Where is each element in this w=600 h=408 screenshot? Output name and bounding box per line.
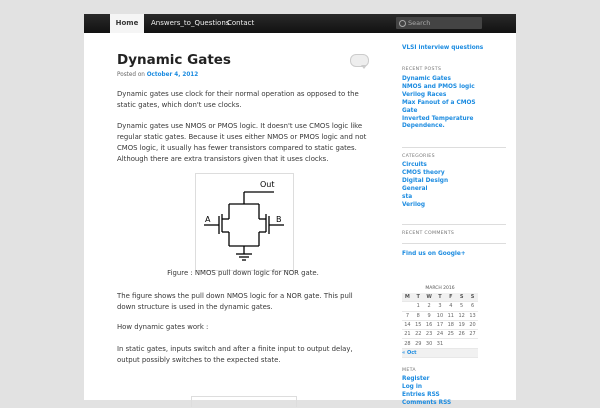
calendar-day: 12: [456, 311, 467, 320]
figure-b-label: B: [276, 215, 282, 224]
posted-prefix: Posted on: [117, 72, 145, 78]
calendar-day: 25: [445, 330, 456, 339]
calendar-day: 14: [402, 320, 413, 329]
figure-caption: Figure : NMOS pull down logic for NOR gate.: [167, 269, 319, 277]
category-link[interactable]: Verilog: [402, 201, 426, 208]
calendar-day: 30: [424, 339, 435, 348]
page-container: [84, 14, 516, 406]
vlsi-interview-link[interactable]: VLSI interview questions: [402, 45, 484, 51]
meta-entries-rss-link[interactable]: Entries RSS: [402, 391, 440, 398]
nav-contact[interactable]: Contact: [227, 19, 255, 27]
meta-heading: META: [402, 368, 416, 373]
calendar-day: [467, 339, 478, 348]
calendar-day: 3: [435, 302, 446, 311]
calendar-day: 23: [424, 330, 435, 339]
calendar-day: 4: [445, 302, 456, 311]
recent-posts-heading: RECENT POSTS: [402, 67, 442, 72]
recent-post-link[interactable]: NMOS and PMOS logic: [402, 83, 475, 90]
google-plus-link[interactable]: Find us on Google+: [402, 251, 466, 257]
post-date-link[interactable]: October 4, 2012: [146, 72, 199, 78]
calendar-day: 29: [413, 339, 424, 348]
calendar-day: 27: [467, 330, 478, 339]
calendar-day: 24: [435, 330, 446, 339]
calendar-day-header: T: [435, 293, 446, 302]
figure-a-label: A: [205, 215, 211, 224]
search-icon: [399, 20, 406, 27]
post-paragraph-4: How dynamic gates work :: [117, 323, 209, 331]
calendar-day: 22: [413, 330, 424, 339]
post-paragraph-1: Dynamic gates use clock for their normal operation as opposed to the static gates, which don't use clocks.: [117, 90, 359, 109]
top-nav-bar: [84, 14, 516, 33]
calendar-widget: [402, 285, 478, 358]
figure-out-label: Out: [260, 180, 275, 189]
calendar-day: 28: [402, 339, 413, 348]
calendar-day: 20: [467, 320, 478, 329]
calendar-caption: MARCH 2016: [425, 286, 455, 291]
calendar-day: 2: [424, 302, 435, 311]
post-meta: [117, 72, 198, 78]
calendar-day: 21: [402, 330, 413, 339]
comment-bubble-icon[interactable]: [350, 54, 369, 67]
calendar-day: 18: [445, 320, 456, 329]
meta-login-link[interactable]: Log in: [402, 383, 422, 390]
divider: [402, 147, 506, 148]
calendar-day: 19: [456, 320, 467, 329]
post-paragraph-3: The figure shows the pull down NMOS logic for a NOR gate. This pull down structure is used in the dynamic gates.: [117, 292, 353, 311]
figure-2-frame: [191, 396, 297, 407]
nav-home[interactable]: Home: [110, 14, 144, 33]
recent-post-link[interactable]: Max Fanout of a CMOS Gate: [402, 99, 476, 114]
meta-register-link[interactable]: Register: [402, 376, 430, 382]
search-input[interactable]: [396, 17, 482, 29]
calendar-day: 17: [435, 320, 446, 329]
nor-gate-figure: [195, 173, 294, 271]
calendar-day: [456, 339, 467, 348]
calendar-day: 1: [413, 302, 424, 311]
recent-comments-heading: RECENT COMMENTS: [402, 231, 455, 236]
calendar-day: 31: [435, 339, 446, 348]
category-link[interactable]: CMOS theory: [402, 169, 445, 176]
calendar-day: 26: [456, 330, 467, 339]
divider: [402, 243, 506, 244]
category-link[interactable]: Digital Design: [402, 177, 449, 184]
category-link[interactable]: General: [402, 185, 428, 192]
post-paragraph-2: Dynamic gates use NMOS or PMOS logic. It doesn't use CMOS logic like regular static gates. Because it uses either NMOS or PMOS logic and not CMOS logic, it usually has fewer transistors compared to static gates. Although there are extra transistors given that it uses clocks.: [117, 122, 367, 163]
recent-post-link[interactable]: Inverted Temperature Dependence.: [402, 115, 474, 130]
calendar-day: 7: [402, 311, 413, 320]
recent-posts-list: [402, 76, 486, 131]
calendar-day: 8: [413, 311, 424, 320]
calendar-day: 16: [424, 320, 435, 329]
calendar-day-header: S: [467, 293, 478, 302]
calendar-day: 6: [467, 302, 478, 311]
calendar-day-header: W: [424, 293, 435, 302]
calendar-day-header: S: [456, 293, 467, 302]
recent-post-link[interactable]: Verilog Races: [402, 91, 447, 98]
calendar-day-header: F: [445, 293, 456, 302]
calendar-day: 9: [424, 311, 435, 320]
calendar-table: [402, 293, 478, 358]
category-link[interactable]: sta: [402, 193, 413, 200]
calendar-day: [445, 339, 456, 348]
meta-list: [402, 376, 451, 408]
calendar-day-header: T: [413, 293, 424, 302]
calendar-day-header: M: [402, 293, 413, 302]
post-title[interactable]: Dynamic Gates: [117, 52, 231, 68]
search-placeholder: Search: [408, 19, 431, 27]
category-link[interactable]: Circuits: [402, 162, 427, 168]
calendar-day: 13: [467, 311, 478, 320]
meta-comments-rss-link[interactable]: Comments RSS: [402, 399, 452, 406]
calendar-prev-month-link[interactable]: « Oct: [402, 348, 478, 357]
calendar-day: [402, 302, 413, 311]
post-paragraph-5: In static gates, inputs switch and after a finite input to output delay, output possibly switches to the expected state.: [117, 345, 353, 364]
calendar-day: 11: [445, 311, 456, 320]
calendar-day: 15: [413, 320, 424, 329]
categories-heading: CATEGORIES: [402, 154, 435, 159]
divider: [402, 224, 506, 225]
calendar-day: 5: [456, 302, 467, 311]
categories-list: [402, 162, 448, 209]
nav-answers-to-questions[interactable]: Answers_to_Questions: [151, 19, 230, 27]
calendar-day: 10: [435, 311, 446, 320]
recent-post-link[interactable]: Dynamic Gates: [402, 76, 451, 82]
